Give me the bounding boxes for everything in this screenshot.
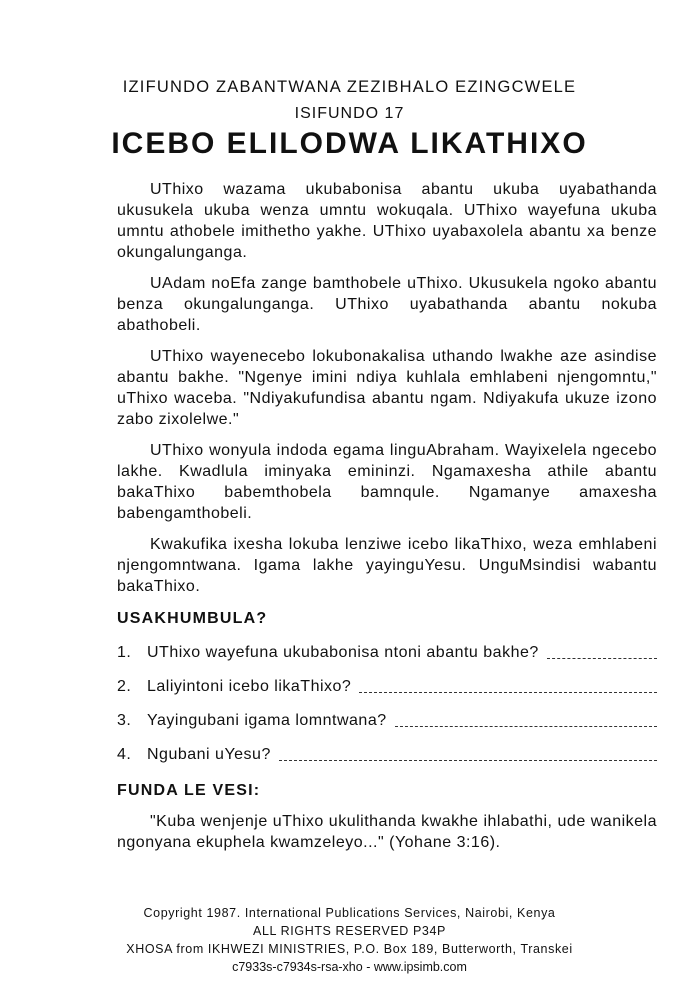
- question-text: Laliyintoni icebo likaThixo?: [147, 678, 352, 695]
- question-number: 2.: [117, 678, 132, 695]
- footer: [0, 904, 699, 976]
- paragraph: UThixo wazama ukubabonisa abantu ukuba uyabathanda ukusukela ukuba wenza umntu wokuqala. UThixo wayefuna ukuba umntu athobele imithetho yakhe. UThixo uyabaxolela abantu xa benze okungalunganga.: [117, 181, 657, 261]
- paragraph: UThixo wonyula indoda egama linguAbraham. Wayixelela ngecebo lakhe. Kwadlula iminyaka emininzi. Ngamaxesha athile abantu bakaThixo babemthobela bamnqule. Ngamanye amaxesha babengamthobeli.: [117, 442, 657, 522]
- source: XHOSA from IKHWEZI MINISTRIES, P.O. Box 189, Butterworth, Transkei: [126, 942, 573, 956]
- copyright: Copyright 1987. International Publications Services, Nairobi, Kenya: [143, 906, 556, 920]
- answer-blank[interactable]: [395, 726, 657, 727]
- question-number: 4.: [117, 746, 132, 763]
- question-number: 3.: [117, 712, 132, 729]
- answer-blank[interactable]: [279, 760, 657, 761]
- question-number: 1.: [117, 644, 132, 661]
- paragraph: UAdam noEfa zange bamthobele uThixo. Ukusukela ngoko abantu benza okungalunganga. UThixo uyabathanda abantu nokuba abathobeli.: [117, 275, 657, 334]
- question-text: UThixo wayefuna ukubabonisa ntoni abantu bakhe?: [147, 644, 539, 661]
- quiz-heading: USAKHUMBULA?: [117, 610, 268, 627]
- document-code: c7933s-c7934s-rsa-xho - www.ipsimb.com: [232, 960, 467, 974]
- series-heading: IZIFUNDO ZABANTWANA ZEZIBHALO EZINGCWELE: [122, 78, 577, 96]
- lesson-content: [0, 77, 699, 853]
- lesson-number: ISIFUNDO 17: [294, 105, 405, 122]
- verse-text: "Kuba wenjenje uThixo ukulithanda kwakhe ihlabathi, ude wanikela ngonyana ekuphela kwamzeleyo..." (Yohane 3:16).: [117, 813, 657, 851]
- paragraph: UThixo wayenecebo lokubonakalisa uthando lwakhe aze asindise abantu bakhe. "Ngenye imini ndiya kuhlala emhlabeni njengomntu," uThixo waceba. "Ndiyakufundisa abantu ngam. Ndiyakufa ukuze izono zabo zixolelwe.": [117, 348, 657, 428]
- question-text: Yayingubani igama lomntwana?: [147, 712, 387, 729]
- question-1: [117, 643, 657, 663]
- verse-heading: FUNDA LE VESI:: [117, 782, 261, 799]
- question-text: Ngubani uYesu?: [147, 746, 271, 763]
- question-2: [117, 677, 657, 697]
- question-3: [117, 711, 657, 731]
- paragraph: Kwakufika ixesha lokuba lenziwe icebo likaThixo, weza emhlabeni njengomntwana. Igama lakhe yayinguYesu. UnguMsindisi wabantu bakaThixo.: [117, 536, 657, 595]
- question-4: [117, 745, 657, 765]
- page-title: ICEBO ELILODWA LIKATHIXO: [111, 127, 588, 160]
- answer-blank[interactable]: [359, 692, 657, 693]
- answer-blank[interactable]: [547, 658, 657, 659]
- rights: ALL RIGHTS RESERVED P34P: [253, 924, 446, 938]
